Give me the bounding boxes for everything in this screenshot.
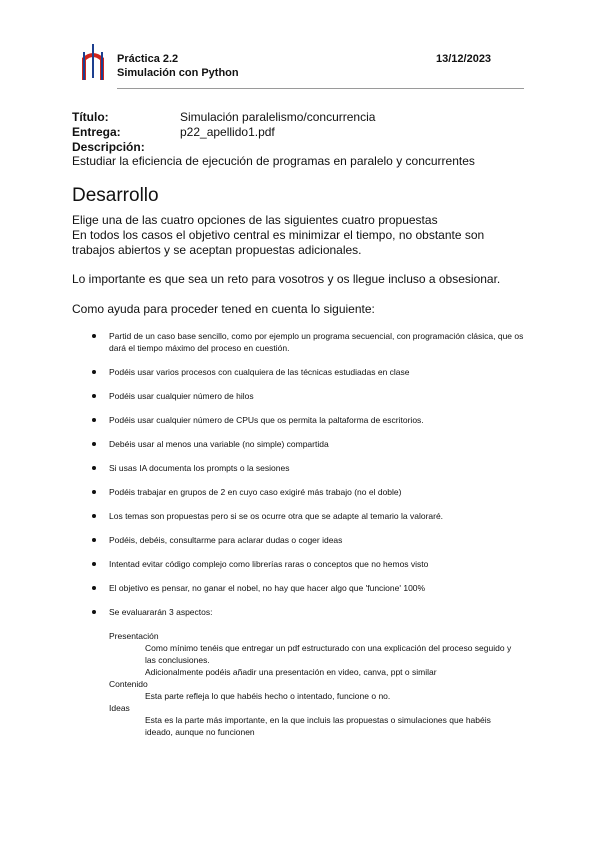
bullet-icon: [92, 334, 96, 338]
content-text: Esta parte refleja lo que habéis hecho o intentado, funcione o no.: [145, 691, 391, 701]
ideas-label: Ideas: [109, 703, 130, 713]
description-label: Descripción:: [72, 140, 145, 154]
ideas-text: Esta es la parte más importante, en la que incluis las propuestas o simulaciones que habéis ideado, aunque no funcionen: [145, 715, 491, 737]
intro-line-2: En todos los casos el objetivo central es minimizar el tiempo, no obstante son trabajos abiertos y se aceptan propuestas adicionales.: [72, 228, 485, 257]
header-divider: [117, 88, 524, 89]
section-heading: Desarrollo: [72, 185, 159, 206]
bullet-icon: [92, 562, 96, 566]
content-label: Contenido: [109, 679, 148, 689]
delivery-label: Entrega:: [72, 125, 121, 139]
bullet-icon: [92, 442, 96, 446]
description-value: Estudiar la eficiencia de ejecución de programas en paralelo y concurrentes: [72, 154, 475, 168]
title-value: Simulación paralelismo/concurrencia: [180, 110, 376, 124]
university-logo-icon: [80, 44, 106, 80]
header-title: Práctica 2.2: [117, 53, 179, 65]
help-intro: Como ayuda para proceder tened en cuenta lo siguiente:: [72, 302, 375, 316]
header-subtitle: Simulación con Python: [117, 67, 239, 79]
header-date: 13/12/2023: [436, 53, 492, 65]
bullet-icon: [92, 418, 96, 422]
important-note: Lo importante es que sea un reto para vosotros y os llegue incluso a obsesionar.: [72, 272, 501, 286]
bullet-icon: [92, 538, 96, 542]
delivery-value: p22_apellido1.pdf: [180, 125, 275, 139]
bullet-icon: [92, 466, 96, 470]
presentation-text-2: Adicionalmente podéis añadir una presentación en video, canva, ppt o similar: [145, 667, 437, 677]
bullet-icon: [92, 370, 96, 374]
title-label: Título:: [72, 110, 109, 124]
presentation-text-1: Como mínimo tenéis que entregar un pdf estructurado con una explicación del proceso seguido y las conclusiones.: [145, 643, 512, 665]
bullet-icon: [92, 586, 96, 590]
bullet-icon: [92, 610, 96, 614]
bullet-icon: [92, 490, 96, 494]
presentation-label: Presentación: [109, 631, 159, 641]
intro-line-1: Elige una de las cuatro opciones de las siguientes cuatro propuestas: [72, 213, 438, 227]
bullet-icon: [92, 514, 96, 518]
bullet-icon: [92, 394, 96, 398]
